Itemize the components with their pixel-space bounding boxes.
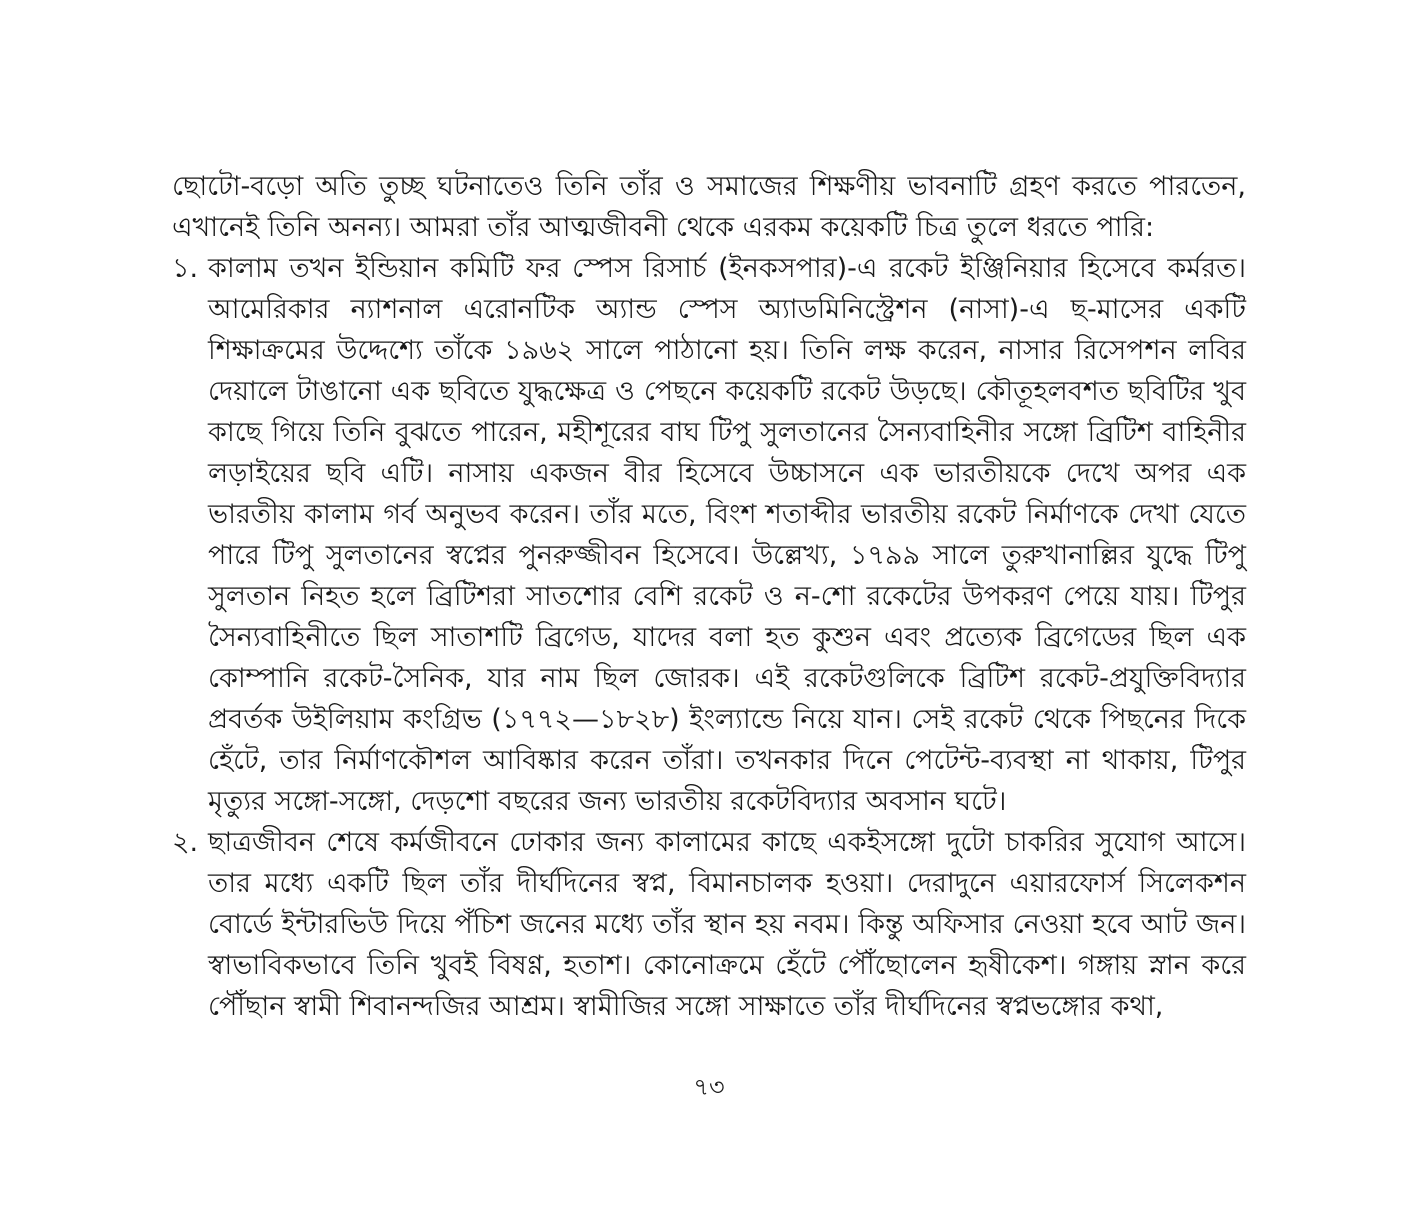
list-item-number: ২. xyxy=(172,827,199,858)
numbered-list xyxy=(172,248,1246,1027)
list-item-number: ১. xyxy=(172,253,199,284)
list-item-text: কালাম তখন ইন্ডিয়ান কমিটি ফর স্পেস রিসার্চ (ইনকসপার)-এ রকেট ইঞ্জিনিয়ার হিসেবে কর্মরত। আমেরিকার ন্যাশনাল এরোনটিক অ্যান্ড স্পেস অ্যাডমিনিস্ট্রেশন (নাসা)-এ ছ-মাসের একটি শিক্ষাক্রমের উদ্দেশ্যে তাঁকে ১৯৬২ সালে পাঠানো হয়। তিনি লক্ষ করেন, নাসার রিসেপশন লবির দেয়ালে টাঙানো এক ছবিতে যুদ্ধক্ষেত্র ও পেছনে কয়েকটি রকেট উড়ছে। কৌতূহলবশত ছবিটির খুব কাছে গিয়ে তিনি বুঝতে পারেন, মহীশূরের বাঘ টিপু সুলতানের সৈন্যবাহিনীর সঙ্গো ব্রিটিশ বাহিনীর লড়াইয়ের ছবি এটি। নাসায় একজন বীর হিসেবে উচ্চাসনে এক ভারতীয়কে দেখে অপর এক ভারতীয় কালাম গর্ব অনুভব করেন। তাঁর মতে, বিংশ শতাব্দীর ভারতীয় রকেট নির্মাণকে দেখা যেতে পারে টিপু সুলতানের স্বপ্নের পুনরুজ্জীবন হিসেবে। উল্লেখ্য, ১৭৯৯ সালে তুরুখানাল্লির যুদ্ধে টিপু সুলতান নিহত হলে ব্রিটিশরা সাতশোর বেশি রকেট ও ন-শো রকেটের উপকরণ পেয়ে যায়। টিপুর সৈন্যবাহিনীতে ছিল সাতাশটি ব্রিগেড, যাদের বলা হত কুশুন এবং প্রত্যেক ব্রিগেডের ছিল এক কোম্পানি রকেট-সৈনিক, যার নাম ছিল জোরক। এই রকেটগুলিকে ব্রিটিশ রকেট-প্রযুক্তিবিদ্যার প্রবর্তক উইলিয়াম কংগ্রিভ (১৭৭২—১৮২৮) ইংল্যান্ডে নিয়ে যান। সেই রকেট থেকে পিছনের দিকে হেঁটে, তার নির্মাণকৌশল আবিষ্কার করেন তাঁরা। তখনকার দিনে পেটেন্ট-ব্যবস্থা না থাকায়, টিপুর মৃত্যুর সঙ্গো-সঙ্গো, দেড়শো বছরের জন্য ভারতীয় রকেটবিদ্যার অবসান ঘটে। xyxy=(208,253,1246,817)
page-number: ৭৩ xyxy=(693,1073,725,1101)
list-item-text: ছাত্রজীবন শেষে কর্মজীবনে ঢোকার জন্য কালামের কাছে একইসঙ্গো দুটো চাকরির সুযোগ আসে। তার মধ্যে একটি ছিল তাঁর দীর্ঘদিনের স্বপ্ন, বিমানচালক হওয়া। দেরাদুনে এয়ারফোর্স সিলেকশন বোর্ডে ইন্টারভিউ দিয়ে পঁচিশ জনের মধ্যে তাঁর স্থান হয় নবম। কিন্তু অফিসার নেওয়া হবে আট জন। স্বাভাবিকভাবে তিনি খুবই বিষণ্ণ, হতাশ। কোনোক্রমে হেঁটে পৌঁছোলেন হৃষীকেশ। গঙ্গায় স্নান করে পৌঁছান স্বামী শিবানন্দজির আশ্রম। স্বামীজির সঙ্গো সাক্ষাতে তাঁর দীর্ঘদিনের স্বপ্নভঙ্গোর কথা, xyxy=(208,827,1246,1022)
body-text xyxy=(172,166,1246,1027)
intro-paragraph: ছোটো-বড়ো অতি তুচ্ছ ঘটনাতেও তিনি তাঁর ও সমাজের শিক্ষণীয় ভাবনাটি গ্রহণ করতে পারতেন, এখানেই তিনি অনন্য। আমরা তাঁর আত্মজীবনী থেকে এরকম কয়েকটি চিত্র তুলে ধরতে পারি: xyxy=(172,171,1246,243)
list-item xyxy=(172,248,1246,822)
list-item xyxy=(172,822,1246,1027)
